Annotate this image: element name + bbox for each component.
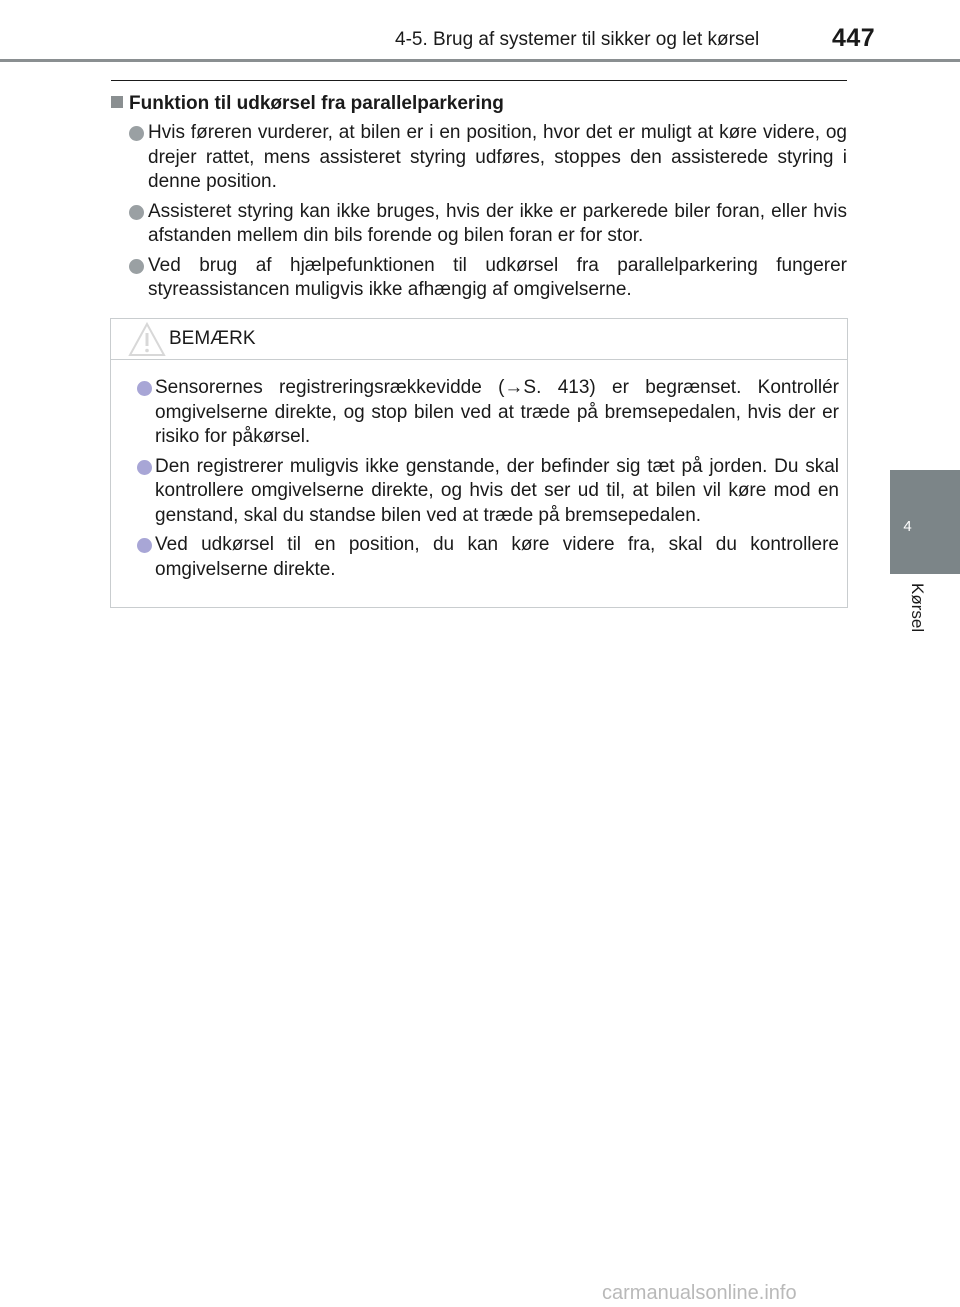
bullet-dot-icon bbox=[129, 205, 144, 220]
chapter-label-text: Kørsel bbox=[908, 583, 927, 633]
square-bullet-icon bbox=[111, 96, 123, 108]
section-heading-text: Funktion til udkørsel fra parallelparkering bbox=[129, 93, 504, 114]
page-number: 447 bbox=[832, 24, 876, 52]
chapter-tab bbox=[890, 470, 960, 574]
list-item bbox=[137, 376, 839, 450]
section-rule bbox=[111, 80, 847, 81]
list-item bbox=[137, 533, 839, 582]
watermark: carmanualsonline.info bbox=[602, 1282, 797, 1304]
bullet-dot-icon bbox=[137, 381, 152, 396]
bullet-dot-icon bbox=[137, 538, 152, 553]
list-item-text: Sensorernes registreringsrækkevidde (→S. 413) er begrænset. Kontrollér omgivelserne direkte, og stop bilen ved at træde på bremsepedalen, hvis der er risiko for påkørsel. bbox=[155, 377, 839, 447]
header-rule bbox=[0, 59, 960, 62]
list-item-text: Hvis føreren vurderer, at bilen er i en position, hvor det er muligt at køre videre, og drejer rattet, mens assisteret styring udføres, stoppes den assisterede styring i denne position. bbox=[148, 122, 847, 192]
list-item-text: Den registrerer muligvis ikke genstande, der befinder sig tæt på jorden. Du skal kontrollere omgivelserne direkte, og hvis det ser ud til, at bilen vil køre mod en genstand, skal du standse bilen ved at træde på bremsepedalen. bbox=[155, 455, 839, 526]
list-item-text: Ved brug af hjælpefunktionen til udkørsel fra parallelparkering fungerer styreassistancen muligvis ikke afhængig af omgivelserne. bbox=[148, 254, 847, 300]
chapter-label bbox=[893, 583, 927, 653]
notice-bullet-list bbox=[137, 376, 839, 587]
section-heading bbox=[111, 93, 504, 115]
bullet-dot-icon bbox=[129, 126, 144, 141]
list-item-text: Ved udkørsel til en position, du kan køre videre fra, skal du kontrollere omgivelserne direkte. bbox=[155, 534, 839, 580]
chapter-number: 4 bbox=[903, 518, 912, 535]
bullet-dot-icon bbox=[129, 259, 144, 274]
list-item bbox=[129, 121, 847, 195]
bullet-dot-icon bbox=[137, 460, 152, 475]
notice-title: BEMÆRK bbox=[169, 328, 256, 349]
notice-box bbox=[110, 318, 848, 608]
notice-header bbox=[111, 319, 847, 360]
list-item-text: Assisteret styring kan ikke bruges, hvis der ikke er parkerede biler foran, eller hvis afstanden mellem din bils forende og bilen foran er for stor. bbox=[148, 200, 847, 246]
warning-triangle-icon bbox=[127, 321, 167, 357]
list-item bbox=[129, 200, 847, 249]
header-title: 4-5. Brug af systemer til sikker og let kørsel bbox=[395, 29, 760, 50]
list-item bbox=[137, 455, 839, 529]
list-item bbox=[129, 254, 847, 303]
section-bullet-list bbox=[129, 121, 847, 308]
